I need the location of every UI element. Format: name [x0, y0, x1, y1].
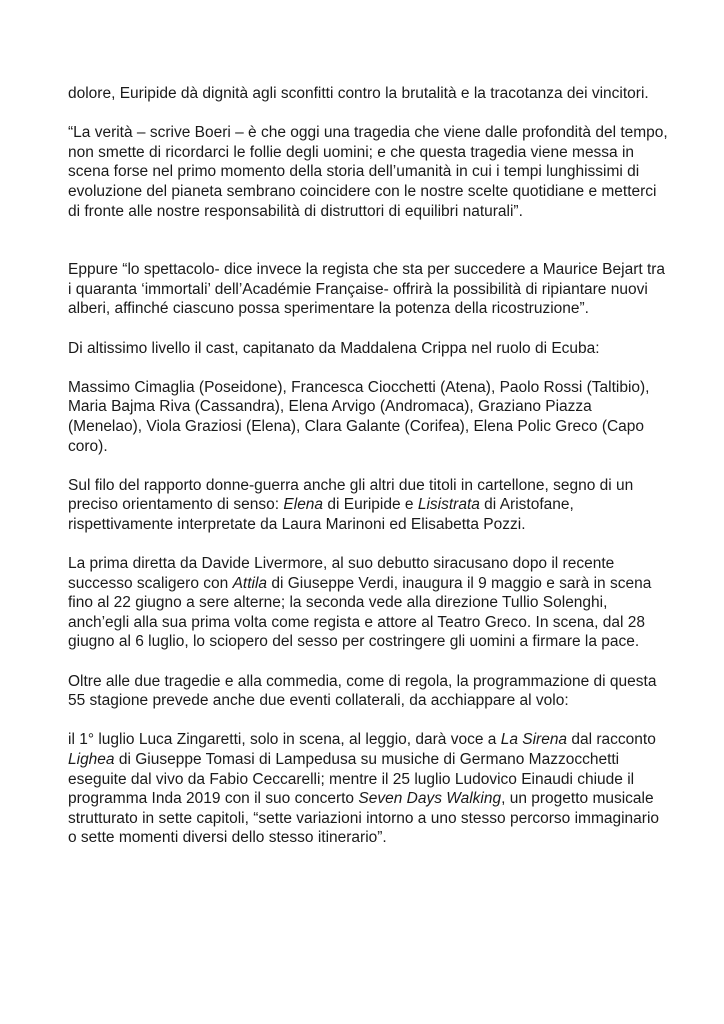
text-run: , un progetto musicale strutturato in sette capitoli, “sette variazioni intorno a uno stesso percorso immaginario o sette momenti diversi dello stesso itinerario”.	[68, 790, 660, 847]
document-body	[68, 84, 668, 868]
paragraph-5-cast-list: Massimo Cimaglia (Poseidone), Francesca Ciocchetti (Atena), Paolo Rossi (Taltibio), Maria Bajma Riva (Cassandra), Elena Arvigo (Andromaca), Graziano Piazza (Menelao), Viola Graziosi (Elena), Clara Galante (Corifea), Elena Polic Greco (Capo coro).	[68, 378, 650, 455]
paragraph-7-directors	[68, 554, 668, 652]
text-run: di Euripide e	[323, 496, 418, 514]
text-run: di Aristofane, rispettivamente interpretate da Laura Marinoni ed Elisabetta Pozzi.	[68, 496, 574, 533]
paragraph-1: dolore, Euripide dà dignità agli sconfitti contro la brutalità e la tracotanza dei vincitori.	[68, 85, 649, 102]
text-run: dal racconto	[567, 731, 656, 749]
paragraph-2-boeri-quote: “La verità – scrive Boeri – è che oggi una tragedia che viene dalle profondità del tempo, non smette di ricordarci le follie degli uomini; e che questa tragedia viene messa in scena forse nel primo momento della storia dell’umanità in cui i tempi lunghissimi di evoluzione del pianeta sembrano coincidere con le nostre scelte quotidiane e metterci di fronte alle nostre responsabilità di distruttori di equilibri naturali”.	[68, 124, 668, 220]
text-run: La prima diretta da Davide Livermore, al suo debutto siracusano dopo il recente successo scaligero con	[68, 555, 615, 592]
paragraph-4-cast-intro: Di altissimo livello il cast, capitanato da Maddalena Crippa nel ruolo di Ecuba:	[68, 339, 600, 357]
text-run: il 1° luglio Luca Zingaretti, solo in scena, al leggio, darà voce a	[68, 731, 501, 749]
text-run: di Giuseppe Tomasi di Lampedusa su musiche di Germano Mazzocchetti eseguite dal vivo da Fabio Ceccarelli; mentre il 25 luglio Ludovico Einaudi chiude il programma Inda 2019 con il suo concerto	[68, 751, 635, 808]
title-lighea: Lighea	[68, 751, 115, 768]
text-run: di Giuseppe Verdi, inaugura il 9 maggio e sarà in scena fino al 22 giugno a sere alterne; la seconda vede alla direzione Tullio Solenghi, anch’egli alla sua prima volta come regista e attore al Teatro Greco. In scena, dal 28 giugno al 6 luglio, lo sciopero del sesso per costringere gli uomini a firmare la pace.	[68, 574, 652, 651]
title-la-sirena: La Sirena	[500, 731, 568, 749]
title-seven-days-walking: Seven Days Walking	[358, 790, 502, 808]
paragraph-3-regista-quote: Eppure “lo spettacolo- dice invece la regista che sta per succedere a Maurice Bejart tra i quaranta ‘immortali’ dell’Académie Française- offrirà la possibilità di ripiantare nuovi alberi, affinché ciascuno possa sperimentare la potenza della ricostruzione”.	[68, 261, 666, 318]
title-lisistrata: Lisistrata	[417, 496, 480, 514]
paragraph-9-events-detail	[68, 730, 668, 848]
paragraph-8-collateral-events: Oltre alle due tragedie e alla commedia, come di regola, la programmazione di questa 55 stagione prevede anche due eventi collaterali, da acchiappare al volo:	[68, 672, 657, 710]
title-attila: Attila	[232, 574, 268, 592]
text-run: Sul filo del rapporto donne-guerra anche gli altri due titoli in cartellone, segno di un preciso orientamento di senso:	[68, 476, 634, 514]
paragraph-6-other-titles	[68, 476, 668, 535]
title-elena: Elena	[283, 496, 324, 514]
